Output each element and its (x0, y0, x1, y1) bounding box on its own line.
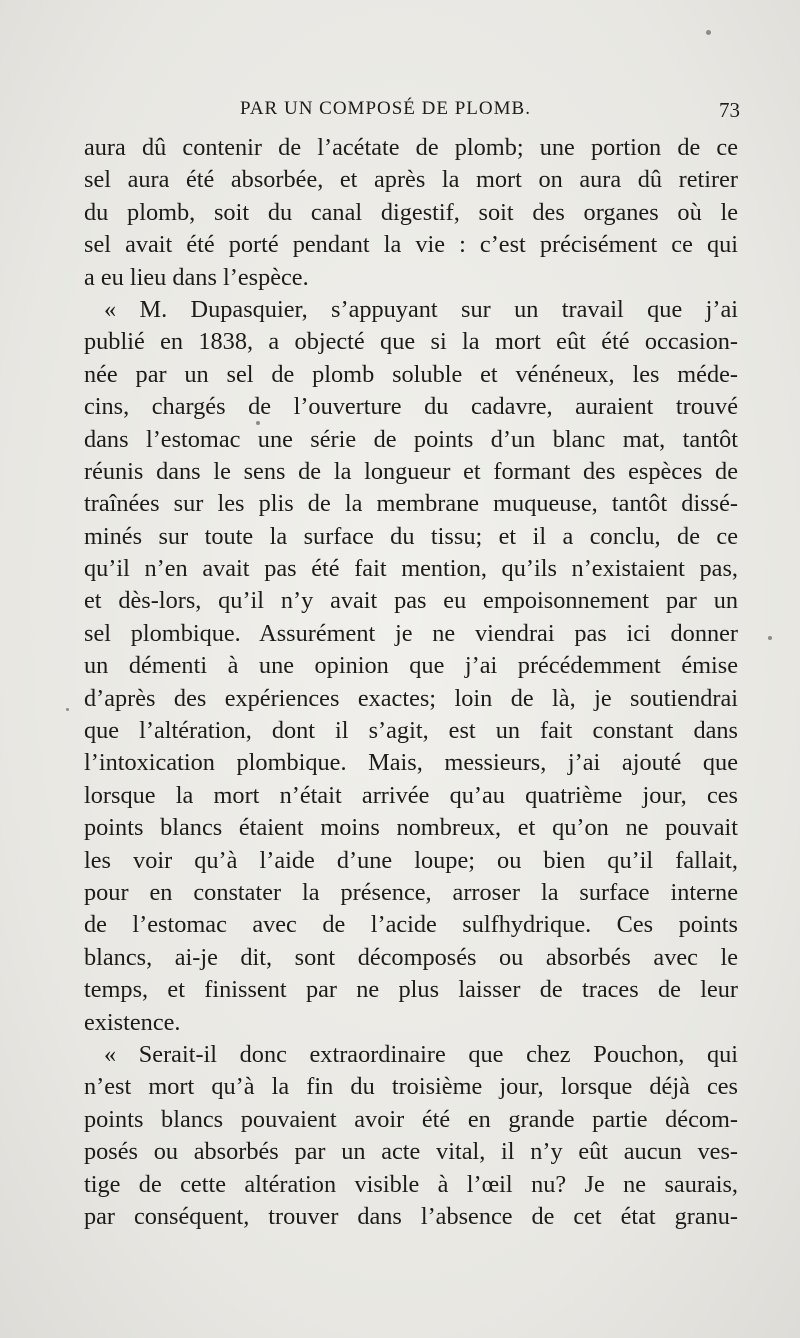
text-line: « Serait-il donc extraordinaire que chez Pouchon, qui (104, 1040, 738, 1068)
text-line: « M. Dupasquier, s’appuyant sur un travail que j’ai (104, 295, 738, 323)
text-line: points blancs pouvaient avoir été en grande partie décom- (84, 1105, 738, 1133)
running-head: PAR UN COMPOSÉ DE PLOMB. (240, 98, 531, 119)
text-line: blancs, ai-je dit, sont décomposés ou absorbés avec le (84, 943, 738, 971)
text-line: tige de cette altération visible à l’œil nu? Je ne saurais, (84, 1170, 738, 1198)
text-line: n’est mort qu’à la fin du troisième jour, lorsque déjà ces (84, 1073, 738, 1101)
text-line: sel avait été porté pendant la vie : c’est précisément ce qui (84, 231, 738, 259)
text-line: les voir qu’à l’aide d’une loupe; ou bien qu’il fallait, (84, 846, 738, 874)
text-line: réunis dans le sens de la longueur et formant des espèces de (84, 457, 738, 485)
text-line: l’intoxication plombique. Mais, messieurs, j’ai ajouté que (84, 749, 738, 777)
page-header (80, 98, 740, 128)
text-line: pour en constater la présence, arroser la surface interne (84, 878, 738, 906)
text-line: points blancs étaient moins nombreux, et qu’on ne pouvait (84, 814, 738, 842)
text-line: traînées sur les plis de la membrane muqueuse, tantôt dissé- (84, 490, 738, 518)
paper-speck (768, 636, 772, 640)
text-line: et dès-lors, qu’il n’y avait pas eu empoisonnement par un (84, 587, 738, 615)
text-line: a eu lieu dans l’espèce. (84, 263, 309, 291)
text-line: posés ou absorbés par un acte vital, il n’y eût aucun ves- (84, 1138, 738, 1166)
text-line: un démenti à une opinion que j’ai précédemment émise (84, 652, 738, 680)
text-line: lorsque la mort n’était arrivée qu’au quatrième jour, ces (84, 781, 738, 809)
text-line: dans l’estomac une série de points d’un blanc mat, tantôt (84, 425, 738, 453)
text-line: sel plombique. Assurément je ne viendrai pas ici donner (84, 619, 738, 647)
body-text (84, 132, 738, 1233)
text-line: de l’estomac avec de l’acide sulfhydrique. Ces points (84, 911, 738, 939)
text-line: qu’il n’en avait pas été fait mention, qu’ils n’existaient pas, (84, 555, 738, 583)
text-line: publié en 1838, a objecté que si la mort eût été occasion- (84, 328, 738, 356)
text-line: sel aura été absorbée, et après la mort on aura dû retirer (84, 166, 738, 194)
text-line: d’après des expériences exactes; loin de là, je soutiendrai (84, 684, 738, 712)
paper-speck (706, 30, 711, 35)
text-line: existence. (84, 1008, 181, 1036)
page-number: 73 (719, 98, 740, 122)
text-line: minés sur toute la surface du tissu; et il a conclu, de ce (84, 522, 738, 550)
text-line: du plomb, soit du canal digestif, soit des organes où le (84, 198, 738, 226)
text-line: aura dû contenir de l’acétate de plomb; une portion de ce (84, 134, 738, 161)
text-line: temps, et finissent par ne plus laisser de traces de leur (84, 976, 738, 1004)
text-line: née par un sel de plomb soluble et vénéneux, les méde- (84, 360, 738, 388)
text-line: cins, chargés de l’ouverture du cadavre, auraient trouvé (84, 393, 738, 421)
text-line: que l’altération, dont il s’agit, est un fait constant dans (84, 717, 738, 745)
paper-speck (66, 708, 69, 711)
text-line: par conséquent, trouver dans l’absence de cet état granu- (84, 1202, 738, 1230)
paper-speck (256, 421, 260, 425)
